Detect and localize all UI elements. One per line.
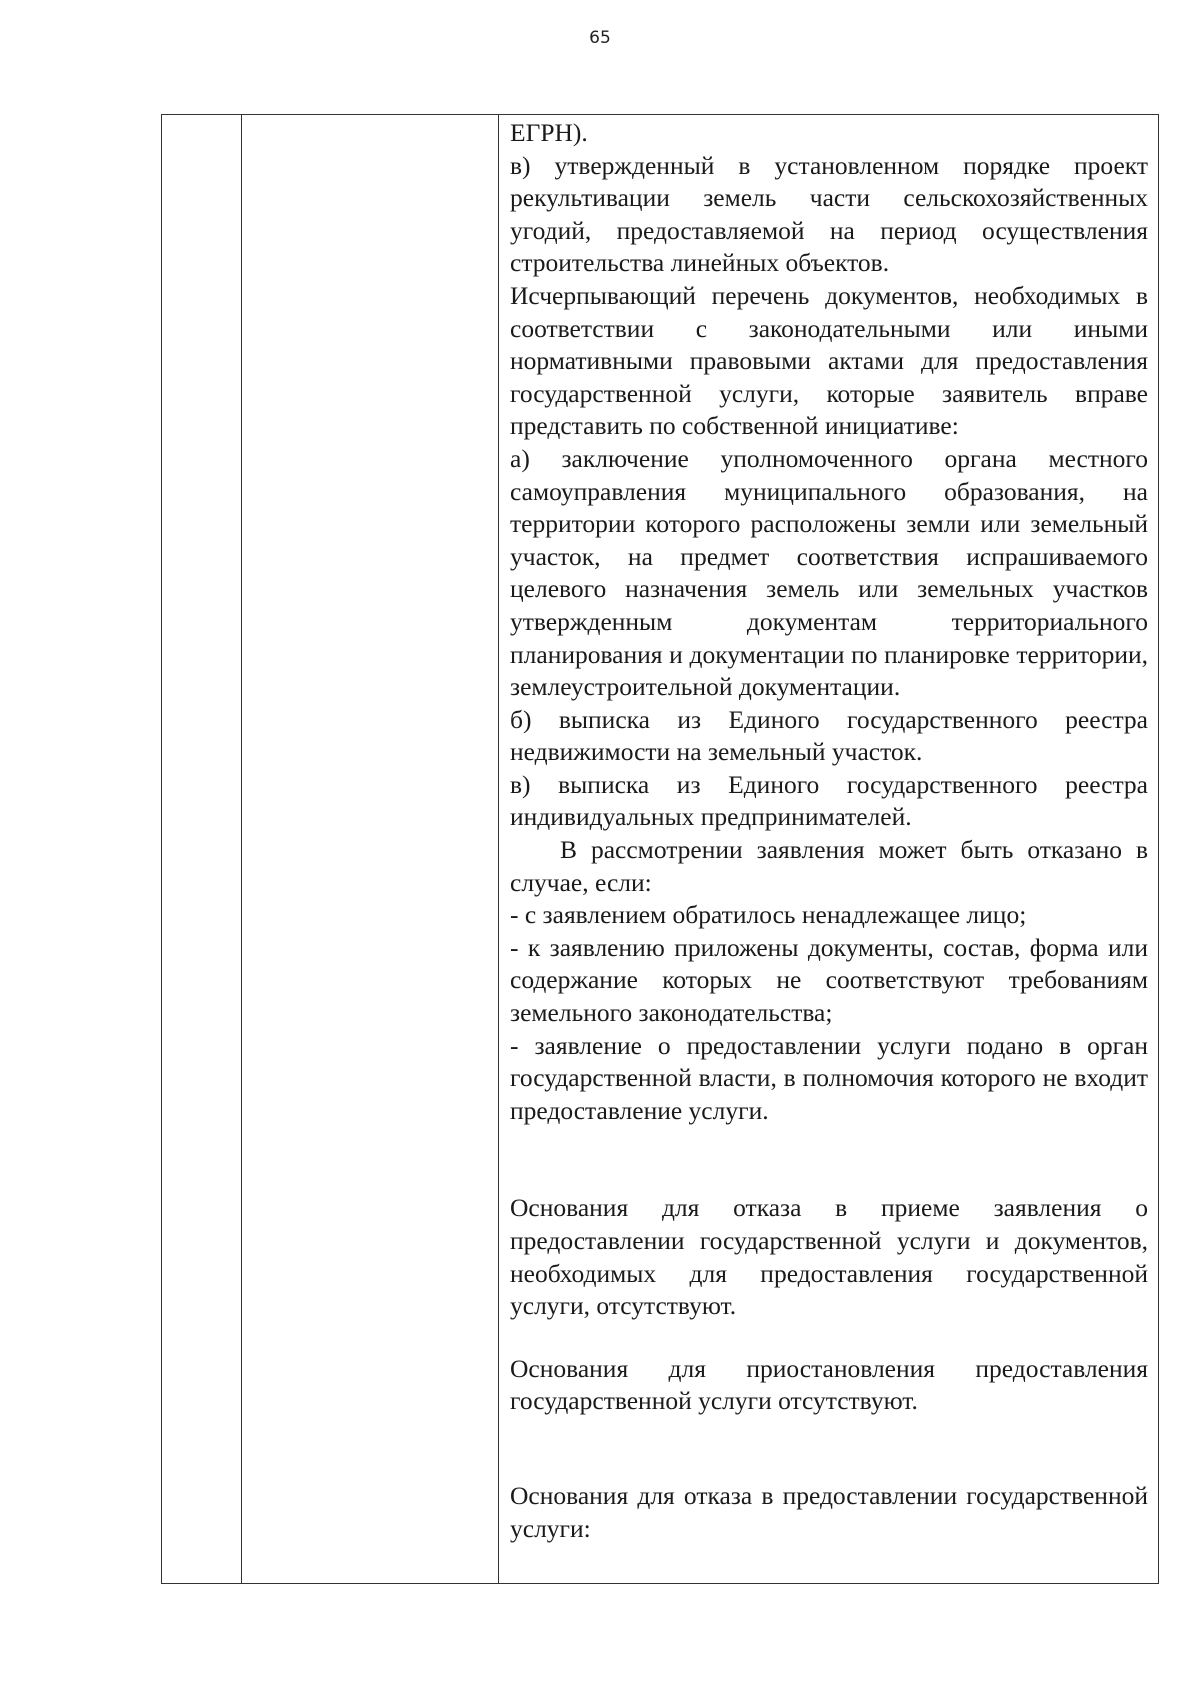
paragraph-documents-list-intro: Исчерпывающий перечень документов, необходимых в соответствии с законодательными или иными нормативными правовыми актами для предоставления государственной услуги, которые заявитель вправе представить по собственной инициативе: [510,280,1148,441]
column-divider [241,115,242,1583]
paragraph-extract-entrepreneurs: в) выписка из Единого государственного реестра индивидуальных предпринимателей. [510,769,1148,832]
document-table [161,114,1159,1584]
paragraph-no-refusal-grounds: Основания для отказа в приеме заявления о предоставлении государственной услуги и документов, необходимых для предоставления государственной услуги, отсутствуют. [510,1193,1148,1321]
paragraph-no-suspension-grounds: Основания для приостановления предоставления государственной услуги отсутствуют. [510,1353,1148,1416]
table-cell-content [510,117,1148,1545]
paragraph-improper-person: - с заявлением обратилось ненадлежащее лицо; [510,900,1027,930]
paragraph-recultivation-project: в) утвержденный в установленном порядке проект рекультивации земель части сельскохозяйственных угодий, предоставляемой на период осуществления строительства линейных объектов. [510,150,1148,278]
paragraph-refusal-intro: В рассмотрении заявления может быть отказано в случае, если: [510,835,1148,897]
page-number: 65 [589,28,611,48]
paragraph-conclusion-authority: а) заключение уполномоченного органа местного самоуправления муниципального образования, на территории которого расположены земли или земельный участок, на предмет соответствия испрашиваемого целевого назначения земель или земельных участков утвержденным документам территориального планирования и документации по планировке территории, землеустроительной документации. [510,443,1148,702]
column-divider [498,115,499,1583]
paragraph-refusal-grounds-heading: Основания для отказа в предоставлении государственной услуги: [510,1480,1148,1543]
paragraph-documents-mismatch: - к заявлению приложены документы, состав, форма или содержание которых не соответствуют требованиям земельного законодательства; [510,932,1148,1028]
paragraph-egrn: ЕГРН). [510,118,588,147]
paragraph-extract-realty: б) выписка из Единого государственного реестра недвижимости на земельный участок. [510,704,1148,767]
paragraph-wrong-authority: - заявление о предоставлении услуги подано в орган государственной власти, в полномочия которого не входит предоставление услуги. [510,1030,1148,1125]
